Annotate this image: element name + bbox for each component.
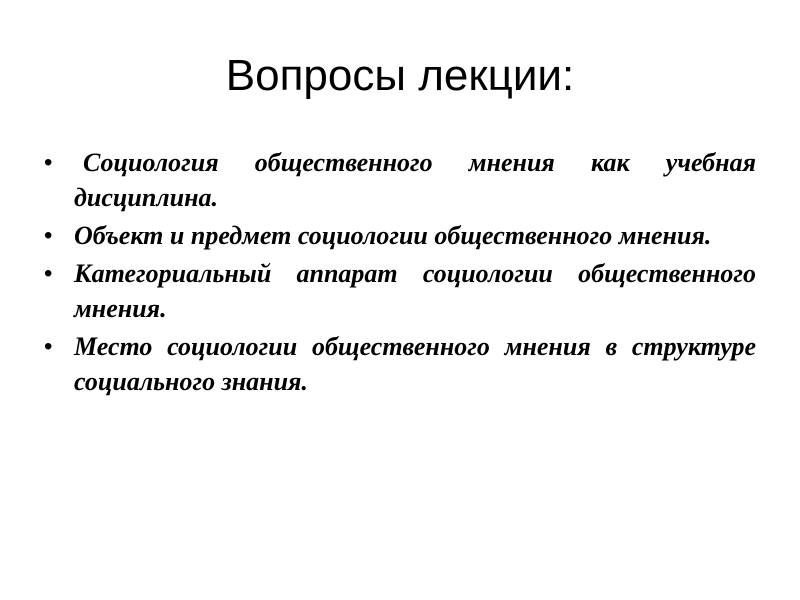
list-item bbox=[44, 145, 756, 215]
lecture-questions-list bbox=[44, 145, 756, 402]
bullet-icon: • bbox=[44, 260, 53, 287]
bullet-icon: • bbox=[44, 149, 53, 176]
list-item-text: Объект и предмет социологии общественного мнения. bbox=[74, 221, 712, 250]
list-item-text: Социология общественного мнения как учебная дисциплина. bbox=[74, 148, 756, 212]
bullet-icon: • bbox=[44, 333, 53, 360]
bullet-icon: • bbox=[44, 222, 53, 249]
list-item bbox=[44, 218, 756, 253]
list-item-text: Место социологии общественного мнения в структуре социального знания. bbox=[74, 332, 756, 396]
list-item bbox=[44, 329, 756, 399]
slide-title: Вопросы лекции: bbox=[225, 51, 575, 100]
list-item-text: Категориальный аппарат социологии общественного мнения. bbox=[74, 259, 756, 323]
list-item bbox=[44, 256, 756, 326]
